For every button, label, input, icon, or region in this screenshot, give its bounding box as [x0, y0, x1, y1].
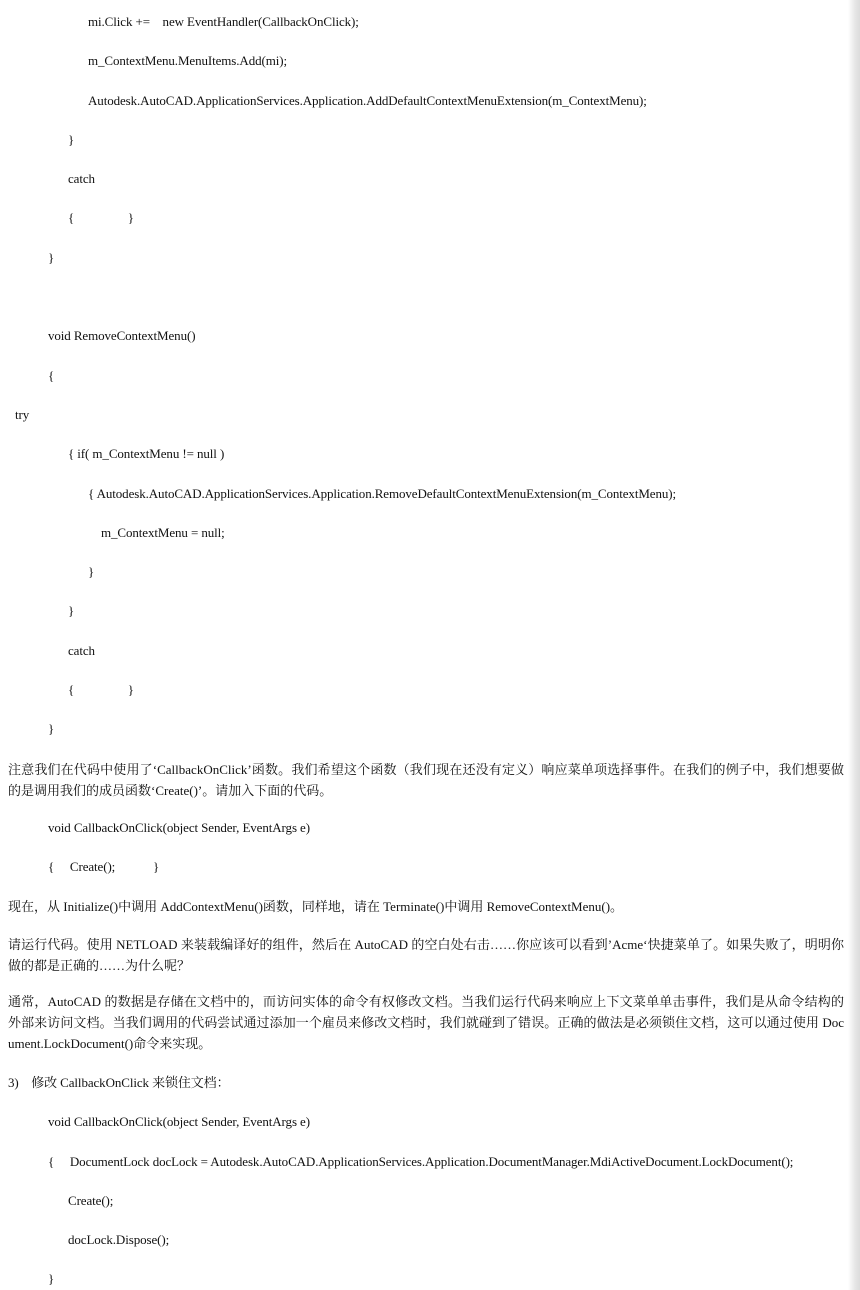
- code-line: catch: [68, 171, 95, 186]
- body-paragraph: 通常，AutoCAD 的数据是存储在文档中的，而访问实体的命令有权修改文档。当我们运行代码来响应上下文菜单单击事件，我们是从命令结构的外部来访问文档。当我们调用的代码尝试通过添加一个雇员来修改文档时，我们就碰到了错误。正确的做法是必须锁住文档，这可以通过使用 Document.LockDocument()命令来实现。: [8, 994, 844, 1051]
- code-line: {: [48, 368, 55, 383]
- code-line: }: [48, 250, 55, 265]
- code-line: m_ContextMenu = null;: [101, 525, 225, 540]
- code-line: m_ContextMenu.MenuItems.Add(mi);: [88, 53, 287, 68]
- body-paragraph: 请运行代码。使用 NETLOAD 来装载编译好的组件，然后在 AutoCAD 的空白处右击……你应该可以看到’Acme‘快捷菜单了。如果失败了，明明你做的都是正确的……为什么呢？: [8, 937, 844, 973]
- code-line: Create();: [68, 1193, 114, 1208]
- code-line: }: [88, 564, 95, 579]
- code-line: void CallbackOnClick(object Sender, EventArgs e): [48, 820, 310, 835]
- code-line: void CallbackOnClick(object Sender, EventArgs e): [48, 1114, 310, 1129]
- code-line: void RemoveContextMenu(): [48, 328, 196, 343]
- code-line: }: [48, 721, 55, 736]
- code-line: { if( m_ContextMenu != null ): [68, 446, 225, 461]
- code-line: Autodesk.AutoCAD.ApplicationServices.Application.AddDefaultContextMenuExtension(m_ContextMenu);: [88, 93, 647, 108]
- code-line: { }: [68, 682, 134, 697]
- code-line: { Create(); }: [48, 859, 160, 874]
- body-paragraph: 现在，从 Initialize()中调用 AddContextMenu()函数，同样地，请在 Terminate()中调用 RemoveContextMenu()。: [8, 899, 624, 914]
- code-line: { Autodesk.AutoCAD.ApplicationServices.Application.RemoveDefaultContextMenuExtension(m_ContextMenu);: [88, 486, 677, 501]
- code-line: docLock.Dispose();: [68, 1232, 170, 1247]
- code-line: { DocumentLock docLock = Autodesk.AutoCAD.ApplicationServices.Application.DocumentManager.MdiActiveDocument.LockDocument();: [48, 1154, 794, 1169]
- code-line: }: [48, 1271, 55, 1286]
- code-line: mi.Click += new EventHandler(CallbackOnClick);: [88, 14, 359, 29]
- body-paragraph: 注意我们在代码中使用了‘CallbackOnClick’函数。我们希望这个函数（我们现在还没有定义）响应菜单项选择事件。在我们的例子中，我们想要做的是调用我们的成员函数‘Create()’。请加入下面的代码。: [8, 762, 844, 798]
- code-line: catch: [68, 643, 95, 658]
- page-edge-shadow: [848, 0, 860, 1290]
- code-line: }: [68, 603, 75, 618]
- step-heading: 3) 修改 CallbackOnClick 来锁住文档：: [8, 1075, 230, 1090]
- code-line: try: [15, 407, 30, 422]
- code-line: }: [68, 132, 75, 147]
- code-line: { }: [68, 210, 134, 225]
